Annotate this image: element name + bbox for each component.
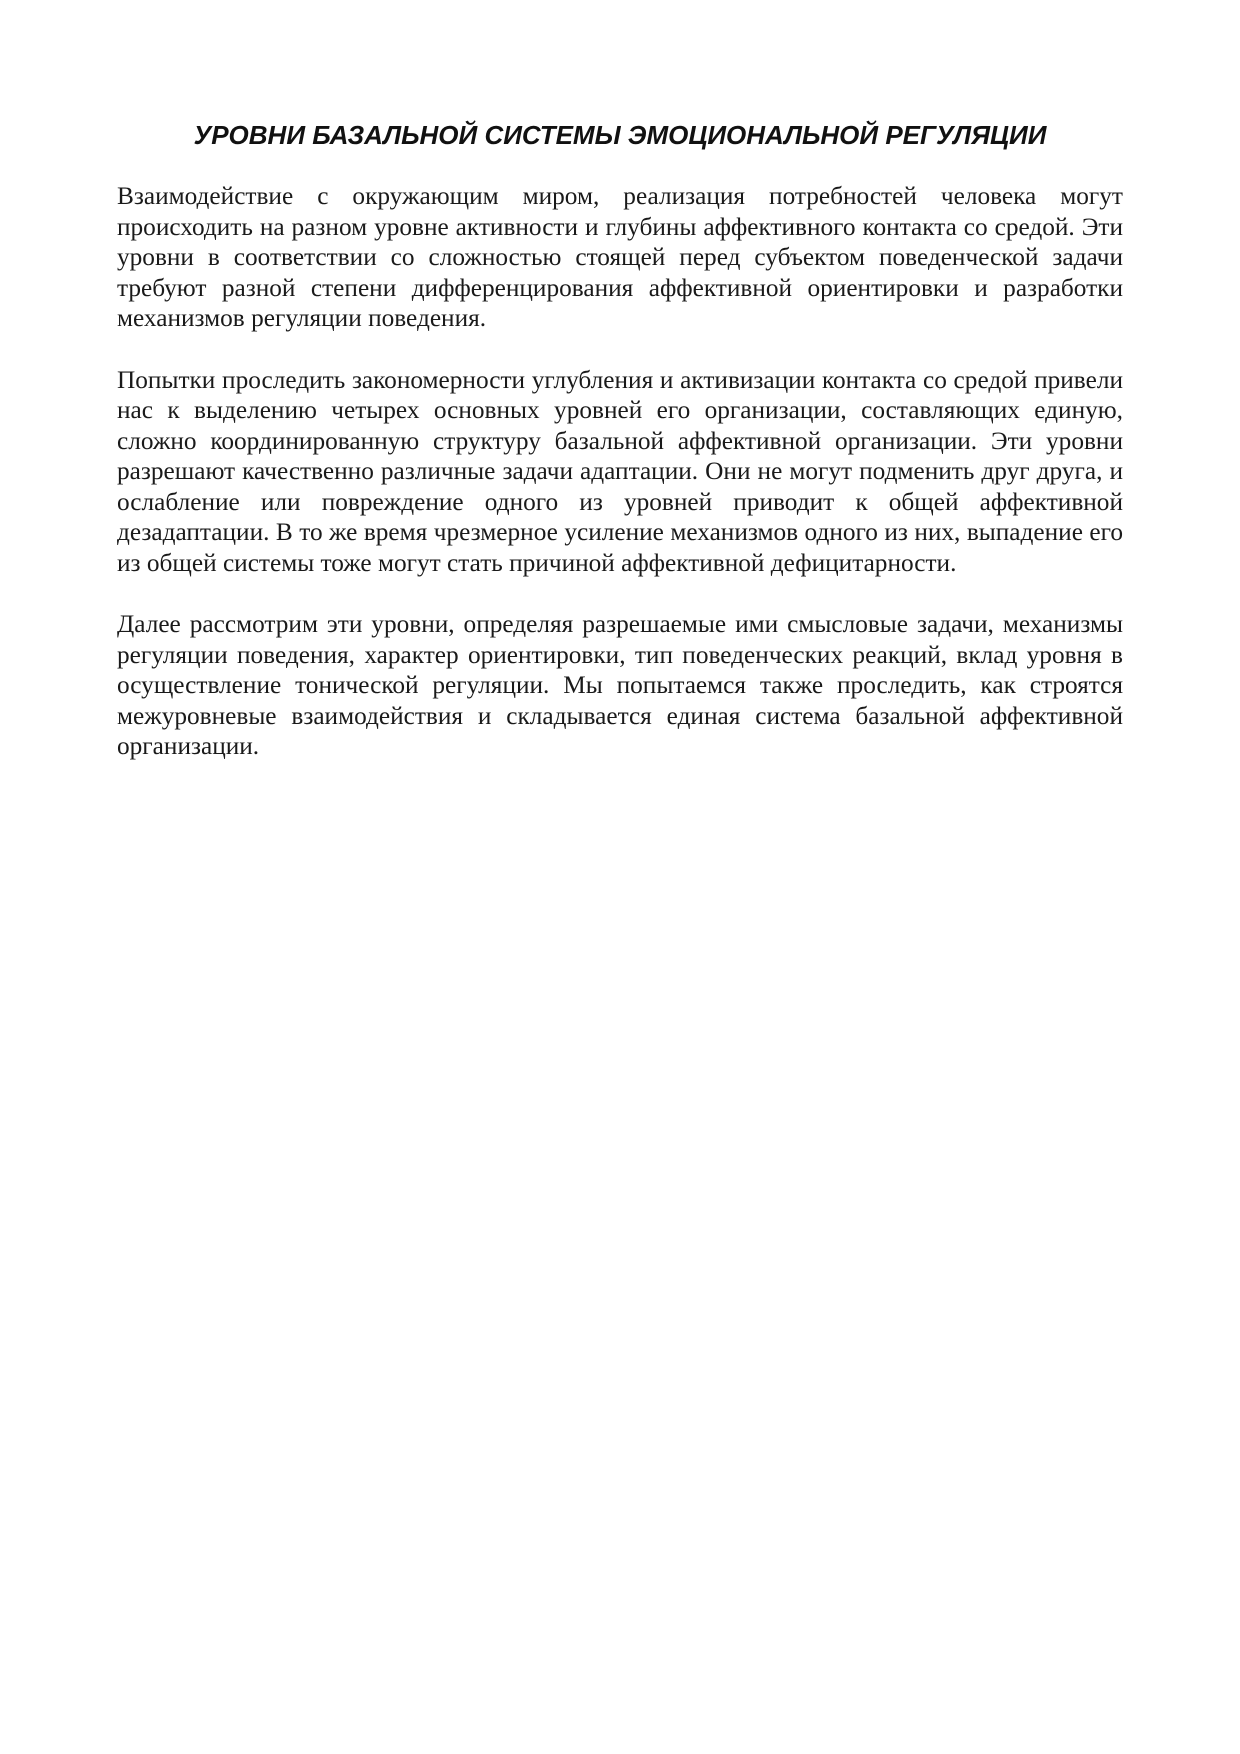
paragraph-2: Попытки проследить закономерности углубления и активизации контакта со средой привели нас к выделению четырех основных уровней его организации, составляющих единую, сложно координированную структуру базальной аффективной организации. Эти уровни разрешают качественно различные задачи адаптации. Они не могут подменить друг друга, и ослабление или повреждение одного из уровней приводит к общей аффективной дезадаптации. В то же время чрезмерное усиление механизмов одного из них, выпадение его из общей системы тоже могут стать причиной аффективной дефицитарности. (117, 365, 1123, 577)
page-title: УРОВНИ БАЗАЛЬНОЙ СИСТЕМЫ ЭМОЦИОНАЛЬНОЙ РЕГУЛЯЦИИ (193, 120, 1047, 150)
paragraph-3: Далее рассмотрим эти уровни, определяя разрешаемые ими смысловые задачи, механизмы регуляции поведения, характер ориентировки, тип поведенческих реакций, вклад уровня в осуществление тонической регуляции. Мы попытаемся также проследить, как строятся межуровневые взаимодействия и складывается единая система базальной аффективной организации. (117, 610, 1123, 760)
paragraph-1: Взаимодействие с окружающим миром, реализация потребностей человека могут происходить на разном уровне активности и глубины аффективного контакта со средой. Эти уровни в соответствии со сложностью стоящей перед субъектом поведенческой задачи требуют разной степени дифференцирования аффективной ориентировки и разработки механизмов регуляции поведения. (117, 182, 1123, 332)
document-body (117, 181, 1123, 793)
